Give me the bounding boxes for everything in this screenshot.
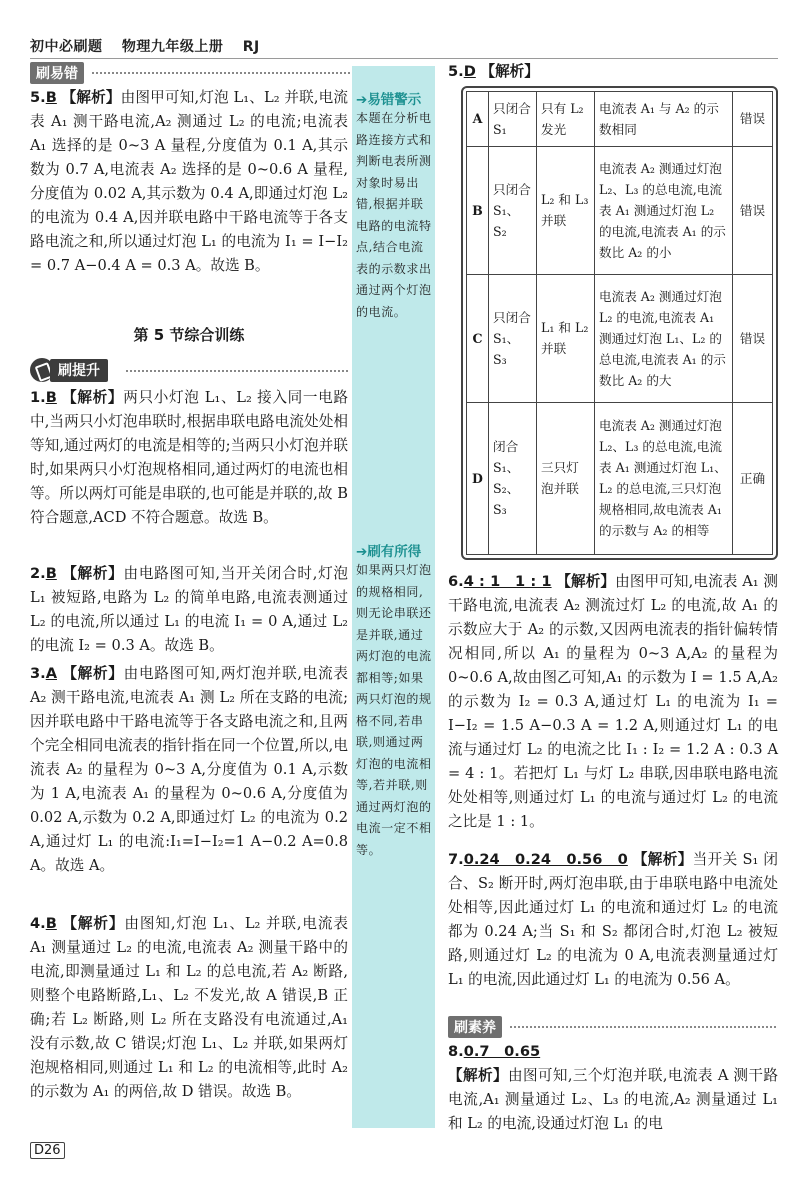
- question-number: 7.: [448, 851, 464, 868]
- table-row: [467, 402, 773, 554]
- tips-sidebar: [352, 66, 435, 1128]
- table-cell-cond: 闭合 S₁、S₂、S₃: [489, 402, 537, 554]
- answer-choice: B: [45, 565, 57, 582]
- arrow-icon: ➔: [356, 92, 368, 108]
- answer-choice: B: [45, 89, 57, 106]
- table-cell-opt: D: [467, 402, 489, 554]
- analysis-label: 【解析】: [62, 915, 125, 932]
- analysis-text: 由图甲可知,灯泡 L₁、L₂ 并联,电流表 A₁ 测干路电流,A₂ 测通过 L₂ 的电流;电流表 A₁ 选择的是 0~3 A 量程,分度值为 0.1 A,其示数为 0.7 A,电流表 A₂ 选择的是 0~0.6 A 量程,分度值为 0.02 A,其示数为 0.4 A,即通过灯泡 L₂ 的电流为 0.4 A,因并联电路中干路电流等于各支路电流之和,所以通过灯泡 L₁ 的电流为 I₁ = I−I₂ = 0.7 A−0.4 A = 0.3 A。故选 B。: [30, 89, 349, 274]
- warning-title: ➔易错警示: [356, 92, 422, 108]
- table-cell-cond: 只闭合 S₁: [489, 92, 537, 147]
- analysis-text: 由电路图可知,两灯泡并联,电流表 A₂ 测干路电流,电流表 A₁ 测 L₂ 所在支路的电流;因并联电路中干路电流等于各支路电流之和,且两个完全相同电流表的指针指在同一个位置,所以,电流表 A₂ 的量程为 0~3 A,分度值为 0.1 A,示数为 1 A,电流表 A₁ 的量程为 0~0.6 A,分度值为 0.02 A,示数为 0.2 A,即通过灯 L₂ 的电流为 0.2 A,通过灯 L₁ 的电流:I₁=I−I₂=1 A−0.2 A=0.8 A。故选 A。: [30, 665, 348, 874]
- tag-row-easy-wrong: [30, 62, 352, 82]
- question-number: 6.: [448, 573, 464, 590]
- table-row: [467, 146, 773, 274]
- table-cell-verdict: 错误: [733, 146, 773, 274]
- table-cell-analysis: 电流表 A₂ 测通过灯泡 L₂、L₃ 的总电流,电流表 A₁ 测通过灯泡 L₂ 的电流,电流表 A₁ 的示数比 A₂ 的小: [595, 146, 733, 274]
- dotted-divider: [126, 370, 348, 372]
- answer-choice: B: [45, 389, 57, 406]
- dotted-divider: [510, 1026, 776, 1028]
- dotted-divider: [92, 72, 350, 74]
- answer-choice: 0.24 0.24 0.56 0: [463, 851, 628, 868]
- table-row: [467, 92, 773, 147]
- answer-q6: [448, 570, 778, 834]
- table-cell-state: 三只灯泡并联: [537, 402, 595, 554]
- answer-choice: 4 : 1 1 : 1: [463, 573, 552, 590]
- warning-tip: [356, 88, 432, 323]
- answer-choice: A: [45, 665, 57, 682]
- answer-choice: 0.7 0.65: [463, 1043, 541, 1060]
- analysis-text: 由图知,灯泡 L₁、L₂ 并联,电流表 A₁ 测量通过 L₂ 的电流,电流表 A₂ 测量干路中的电流,即测量通过 L₁ 和 L₂ 的总电流,若 A₂ 断路,则整个电路断路,L₁、L₂ 不发光,故 A 错误,B 正确;若 L₂ 断路,则 L₂ 所在支路没有电流通过,A₁ 没有示数,故 C 错误;灯泡 L₁、L₂ 并联,如果两灯泡规格相同,则通过 L₁ 和 L₂ 的电流相等,此时 A₂ 的示数为 A₁ 的两倍,故 D 错误。故选 B。: [30, 915, 349, 1100]
- table-cell-analysis: 电流表 A₁ 与 A₂ 的示数相同: [595, 92, 733, 147]
- page-number: D26: [30, 1142, 65, 1159]
- subject-title: 物理九年级上册: [121, 39, 224, 55]
- table-cell-analysis: 电流表 A₂ 测通过灯泡 L₂、L₃ 的总电流,电流表 A₁ 测通过灯泡 L₁、L₂ 的总电流,三只灯泡规格相同,故电流表 A₁ 的示数与 A₂ 的相等: [595, 402, 733, 554]
- table-cell-verdict: 错误: [733, 274, 773, 402]
- table-cell-state: L₂ 和 L₃ 并联: [537, 146, 595, 274]
- question-number: 5.: [448, 63, 464, 80]
- analysis-label: 【解析】: [62, 565, 124, 582]
- page-header: [30, 36, 274, 56]
- analysis-label: 【解析】: [632, 851, 693, 868]
- question-number: 8.: [448, 1043, 464, 1060]
- tag-literacy: 刷素养: [448, 1016, 502, 1038]
- analysis-text: 由图可知,三个灯泡并联,电流表 A 测干路电流,A₁ 测量通过 L₂、L₃ 的电流,A₂ 测量通过 L₁ 和 L₂ 的电流,设通过灯泡 L₁ 的电: [448, 1067, 778, 1132]
- answer-q7: [448, 848, 778, 992]
- table-cell-opt: C: [467, 274, 489, 402]
- tag-easy-wrong: 刷易错: [30, 62, 84, 84]
- edition-label: RJ: [242, 39, 260, 55]
- analysis-table-frame: [461, 86, 778, 560]
- gain-tip: [356, 540, 432, 861]
- analysis-label: 【解析】: [448, 1067, 508, 1084]
- table-cell-state: 只有 L₂ 发光: [537, 92, 595, 147]
- table-cell-verdict: 错误: [733, 92, 773, 147]
- table-cell-analysis: 电流表 A₂ 测通过灯泡 L₂ 的电流,电流表 A₁ 测通过灯泡 L₁、L₂ 的总电流,电流表 A₁ 的示数比 A₂ 的大: [595, 274, 733, 402]
- table-cell-state: L₁ 和 L₂ 并联: [537, 274, 595, 402]
- analysis-text: 由电路图可知,当开关闭合时,灯泡 L₁ 被短路,电路为 L₂ 的简单电路,电流表测通过 L₂ 的电流,所以通过 L₁ 的电流 I₁ = 0 A,通过 L₂ 的电流 I₂ = 0.3 A。故选 B。: [30, 565, 349, 654]
- table-cell-cond: 只闭合 S₁、S₃: [489, 274, 537, 402]
- analysis-label: 【解析】: [556, 573, 616, 590]
- analysis-label: 【解析】: [480, 63, 539, 80]
- tag-row-literacy: [448, 1016, 778, 1036]
- header-rule-right: [448, 58, 778, 59]
- analysis-text: 当开关 S₁ 闭合、S₂ 断开时,两灯泡串联,由于串联电路中电流处处相等,因此通过灯 L₁ 的电流和通过灯 L₂ 的电流都为 0.24 A;当 S₁ 和 S₂ 都闭合时,灯泡 L₂ 被短路,则通过灯 L₂ 的电流为 0 A,电流表测量通过灯 L₁ 的电流,因此通过灯 L₁ 的电流为 0.56 A。: [448, 851, 778, 988]
- warning-text: 本题在分析电路连接方式和判断电表所测对象时易出错,根据并联电路的电流特点,结合电流表的示数求出通过两个灯泡的电流。: [356, 111, 432, 319]
- analysis-label: 【解析】: [62, 389, 124, 406]
- answer-q8: [448, 1040, 778, 1136]
- answer-q1: [30, 386, 348, 530]
- answer-choice: B: [45, 915, 57, 932]
- answer-q5-easy: [30, 86, 348, 278]
- analysis-text: 由图甲可知,电流表 A₁ 测干路电流,电流表 A₂ 测流过灯 L₂ 的电流,故 A₁ 的示数应大于 A₂ 的示数,又因两电流表的指针偏转情况相同,所以 A₁ 的量程为 0~3 A,A₂ 的量程为 0~0.6 A,故由图乙可知,A₁ 的示数为 I = 1.5 A,A₂ 的示数为 I₂ = 0.3 A,通过灯 L₁ 的电流为 I₁ = I−I₂ = 1.5 A−0.3 A = 1.2 A,则通过灯 L₁ 的电流与通过灯 L₂ 的电流之比 I₁ : I₂ = 1.2 A : 0.3 A = 4 : 1。若把灯 L₁ 与灯 L₂ 串联,因串联电路电流处处相等,则通过灯 L₁ 的电流与通过灯 L₂ 的电流之比是 1 : 1。: [448, 573, 778, 830]
- answer-q4: [30, 912, 348, 1104]
- question-number: 3.: [30, 665, 46, 682]
- answer-choice: D: [463, 63, 476, 80]
- table-row: [467, 274, 773, 402]
- question-number: 5.: [30, 89, 46, 106]
- question-number: 1.: [30, 389, 46, 406]
- book-title: 初中必刷题: [30, 39, 103, 55]
- tag-improve: 刷提升: [50, 359, 108, 382]
- analysis-text: 两只小灯泡 L₁、L₂ 接入同一电路中,当两只小灯泡串联时,根据串联电路电流处处相等知,通过两灯的电流是相等的;当两只小灯泡并联时,如果两只小灯泡规格相同,通过两灯的电流也相等。所以两灯可能是串联的,也可能是并联的,故 B 符合题意,ACD 不符合题意。故选 B。: [30, 389, 348, 526]
- table-cell-verdict: 正确: [733, 402, 773, 554]
- table-cell-cond: 只闭合 S₁、S₂: [489, 146, 537, 274]
- answer-q3: [30, 662, 348, 878]
- gain-text: 如果两只灯泡的规格相同,则无论串联还是并联,通过两灯泡的电流都相等;如果两只灯泡的规格不同,若串联,则通过两灯泡的电流相等,若并联,则通过两灯泡的电流一定不相等。: [356, 563, 432, 857]
- section-title: 第 5 节综合训练: [133, 326, 245, 344]
- table-cell-opt: A: [467, 92, 489, 147]
- table-cell-opt: B: [467, 146, 489, 274]
- question-number: 4.: [30, 915, 46, 932]
- answer-q2: [30, 562, 348, 658]
- gain-title: ➔刷有所得: [356, 544, 422, 560]
- header-rule: [30, 58, 454, 59]
- question-number: 2.: [30, 565, 46, 582]
- analysis-label: 【解析】: [61, 89, 121, 106]
- tag-improve-badge: [30, 358, 122, 382]
- answer-q5-d: [448, 60, 778, 84]
- arrow-icon: ➔: [356, 544, 368, 560]
- analysis-label: 【解析】: [62, 665, 124, 682]
- analysis-table: [466, 91, 773, 555]
